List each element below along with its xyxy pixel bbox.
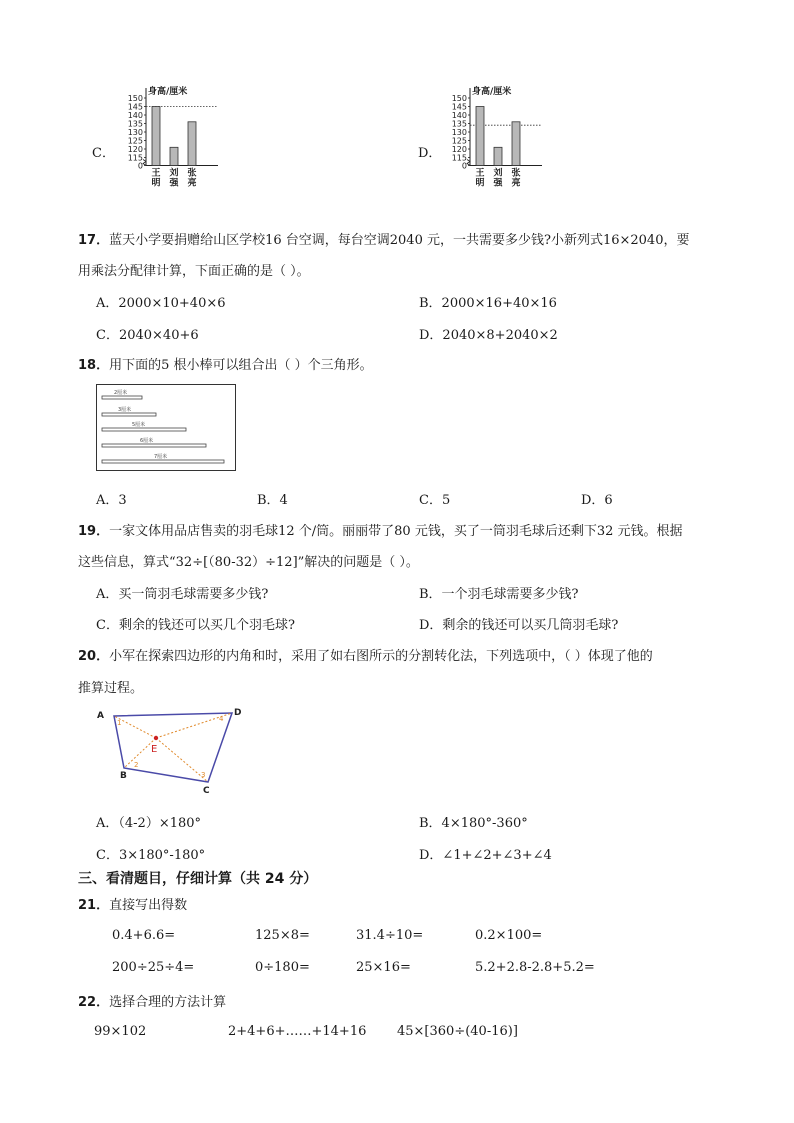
q21-item-3: 31.4÷10= [356, 928, 424, 943]
angle-2-label: 2 [134, 761, 139, 769]
q21-text: 直接写出得数 [109, 898, 188, 913]
vertex-b-label: B [120, 771, 127, 781]
q18-sticks-figure [96, 384, 236, 472]
q18-line [78, 354, 373, 373]
category-label: 王 [475, 168, 485, 179]
q20-quadrilateral-diagram [94, 704, 254, 796]
y-tick-label: 115 [451, 153, 467, 163]
angle-1-label: 1 [117, 719, 122, 727]
y-tick-label: 145 [127, 102, 143, 112]
q19-number: 19． [78, 524, 110, 539]
q21-number: 21． [78, 898, 110, 913]
bar-1 [476, 107, 484, 166]
q17-line1 [78, 229, 689, 248]
q22-line [78, 991, 226, 1010]
y-tick-label: 150 [127, 94, 143, 103]
q18-number: 18． [78, 358, 110, 373]
section-3-title: 三、看清题目，仔细计算（共 24 分） [78, 871, 318, 887]
q20-option-b[interactable]: B．4×180°-360° [419, 816, 528, 831]
y-tick-label: 0 [137, 161, 143, 171]
y-tick-label: 130 [127, 128, 143, 137]
q20-option-a[interactable]: A．（4-2）×180° [96, 816, 202, 831]
q22-item-1: 99×102 [94, 1024, 147, 1039]
q22-item-3: 45×[360÷(40-16)] [397, 1024, 518, 1039]
q16-chart-c [114, 84, 224, 214]
category-label: 刘 [169, 168, 179, 179]
y-tick-label: 135 [127, 119, 143, 129]
q17-option-b[interactable]: B．2000×16+40×16 [419, 296, 557, 311]
category-label: 刘 [493, 168, 503, 179]
q18-option-c[interactable]: C．5 [419, 493, 451, 508]
q20-line1 [78, 645, 653, 664]
stick-label-3: 3厘米 [118, 407, 132, 413]
vertex-d-label: D [234, 708, 242, 718]
stick-label-7: 7厘米 [154, 454, 168, 460]
q19-text-2: 这些信息，算式“32÷[（80-32）÷12]”解决的问题是（ ）。 [78, 555, 419, 570]
q17-text-1: 蓝天小学要捐赠给山区学校16 台空调，每台空调2040 元，一共需要多少钱?小新列式16×2040，要 [109, 233, 690, 248]
q21-item-6: 0÷180= [255, 960, 310, 975]
q21-item-2: 125×8= [255, 928, 310, 943]
chart-title: 身高/厘米 [148, 87, 188, 97]
q18-option-d[interactable]: D．6 [581, 493, 613, 508]
q17-option-c[interactable]: C．2040×40+6 [96, 328, 199, 343]
bar-2 [170, 147, 178, 165]
q16-option-d-label[interactable]: D． [418, 146, 442, 161]
q21-item-5: 200÷25÷4= [112, 960, 195, 975]
q21-line [78, 894, 187, 913]
category-label: 亮 [511, 178, 521, 189]
chart-title: 身高/厘米 [472, 87, 512, 97]
y-tick-label: 120 [451, 145, 467, 154]
vertex-a-label: A [97, 711, 104, 721]
angle-3-label: 3 [201, 771, 206, 779]
q22-number: 22． [78, 995, 110, 1010]
y-tick-label: 0 [461, 161, 467, 171]
q18-text: 用下面的5 根小棒可以组合出（ ）个三角形。 [109, 358, 373, 373]
q21-item-7: 25×16= [356, 960, 411, 975]
q16-option-c-label[interactable]: C． [92, 146, 115, 161]
q20-text-2: 推算过程。 [78, 681, 144, 696]
stick-label-2: 2厘米 [114, 390, 128, 396]
q22-item-2: 2+4+6+……+14+16 [228, 1024, 367, 1039]
y-tick-label: 145 [451, 102, 467, 112]
angle-4-label: 4 [219, 715, 224, 723]
q21-item-1: 0.4+6.6= [112, 928, 176, 943]
y-tick-label: 125 [451, 136, 467, 146]
quadrilateral-abcd [114, 713, 232, 782]
center-e-label: E [151, 744, 158, 755]
category-label: 强 [169, 178, 179, 189]
q22-text: 选择合理的方法计算 [109, 995, 227, 1010]
category-label: 明 [475, 178, 485, 189]
q18-option-a[interactable]: A．3 [96, 493, 127, 508]
q20-option-c[interactable]: C．3×180°-180° [96, 848, 206, 863]
category-label: 亮 [187, 178, 197, 189]
q17-number: 17． [78, 233, 110, 248]
q20-number: 20． [78, 649, 110, 664]
vertex-c-label: C [203, 786, 210, 796]
q19-option-a[interactable]: A．买一筒羽毛球需要多少钱? [96, 587, 269, 602]
q20-option-d[interactable]: D．∠1+∠2+∠3+∠4 [419, 848, 552, 863]
bar-1 [152, 107, 160, 166]
y-tick-label: 130 [451, 128, 467, 137]
q21-item-4: 0.2×100= [475, 928, 543, 943]
category-label: 张 [511, 168, 521, 179]
y-tick-label: 140 [451, 111, 467, 120]
y-tick-label: 120 [127, 145, 143, 154]
q17-option-d[interactable]: D．2040×8+2040×2 [419, 328, 558, 343]
q21-item-8: 5.2+2.8-2.8+5.2= [475, 960, 595, 975]
point-e [154, 736, 158, 740]
q18-option-b[interactable]: B．4 [257, 493, 288, 508]
y-tick-label: 115 [127, 153, 143, 163]
y-tick-label: 125 [127, 136, 143, 146]
q20-text-1: 小军在探索四边形的内角和时，采用了如右图所示的分割转化法，下列选项中，（ ）体现了他的 [109, 649, 653, 664]
q16-chart-d [438, 84, 548, 214]
q19-option-b[interactable]: B．一个羽毛球需要多少钱? [419, 587, 579, 602]
category-label: 明 [151, 178, 161, 189]
q19-line1 [78, 520, 683, 539]
stick-label-5: 5厘米 [132, 422, 146, 428]
category-label: 王 [151, 168, 161, 179]
y-tick-label: 140 [127, 111, 143, 120]
q19-text-1: 一家文体用品店售卖的羽毛球12 个/筒。丽丽带了80 元钱，买了一筒羽毛球后还剩下32 元钱。根据 [109, 524, 683, 539]
category-label: 强 [493, 178, 503, 189]
stick-label-6: 6厘米 [140, 438, 154, 444]
q19-option-c[interactable]: C．剩余的钱还可以买几个羽毛球? [96, 618, 295, 633]
q19-option-d[interactable]: D．剩余的钱还可以买几筒羽毛球? [419, 618, 619, 633]
y-tick-label: 135 [451, 119, 467, 129]
category-label: 张 [187, 168, 197, 179]
bar-3 [512, 122, 520, 166]
q17-text-2: 用乘法分配律计算，下面正确的是（ ）。 [78, 264, 310, 279]
y-tick-label: 150 [451, 94, 467, 103]
bar-3 [188, 122, 196, 166]
bar-2 [494, 147, 502, 165]
q17-option-a[interactable]: A．2000×10+40×6 [96, 296, 226, 311]
